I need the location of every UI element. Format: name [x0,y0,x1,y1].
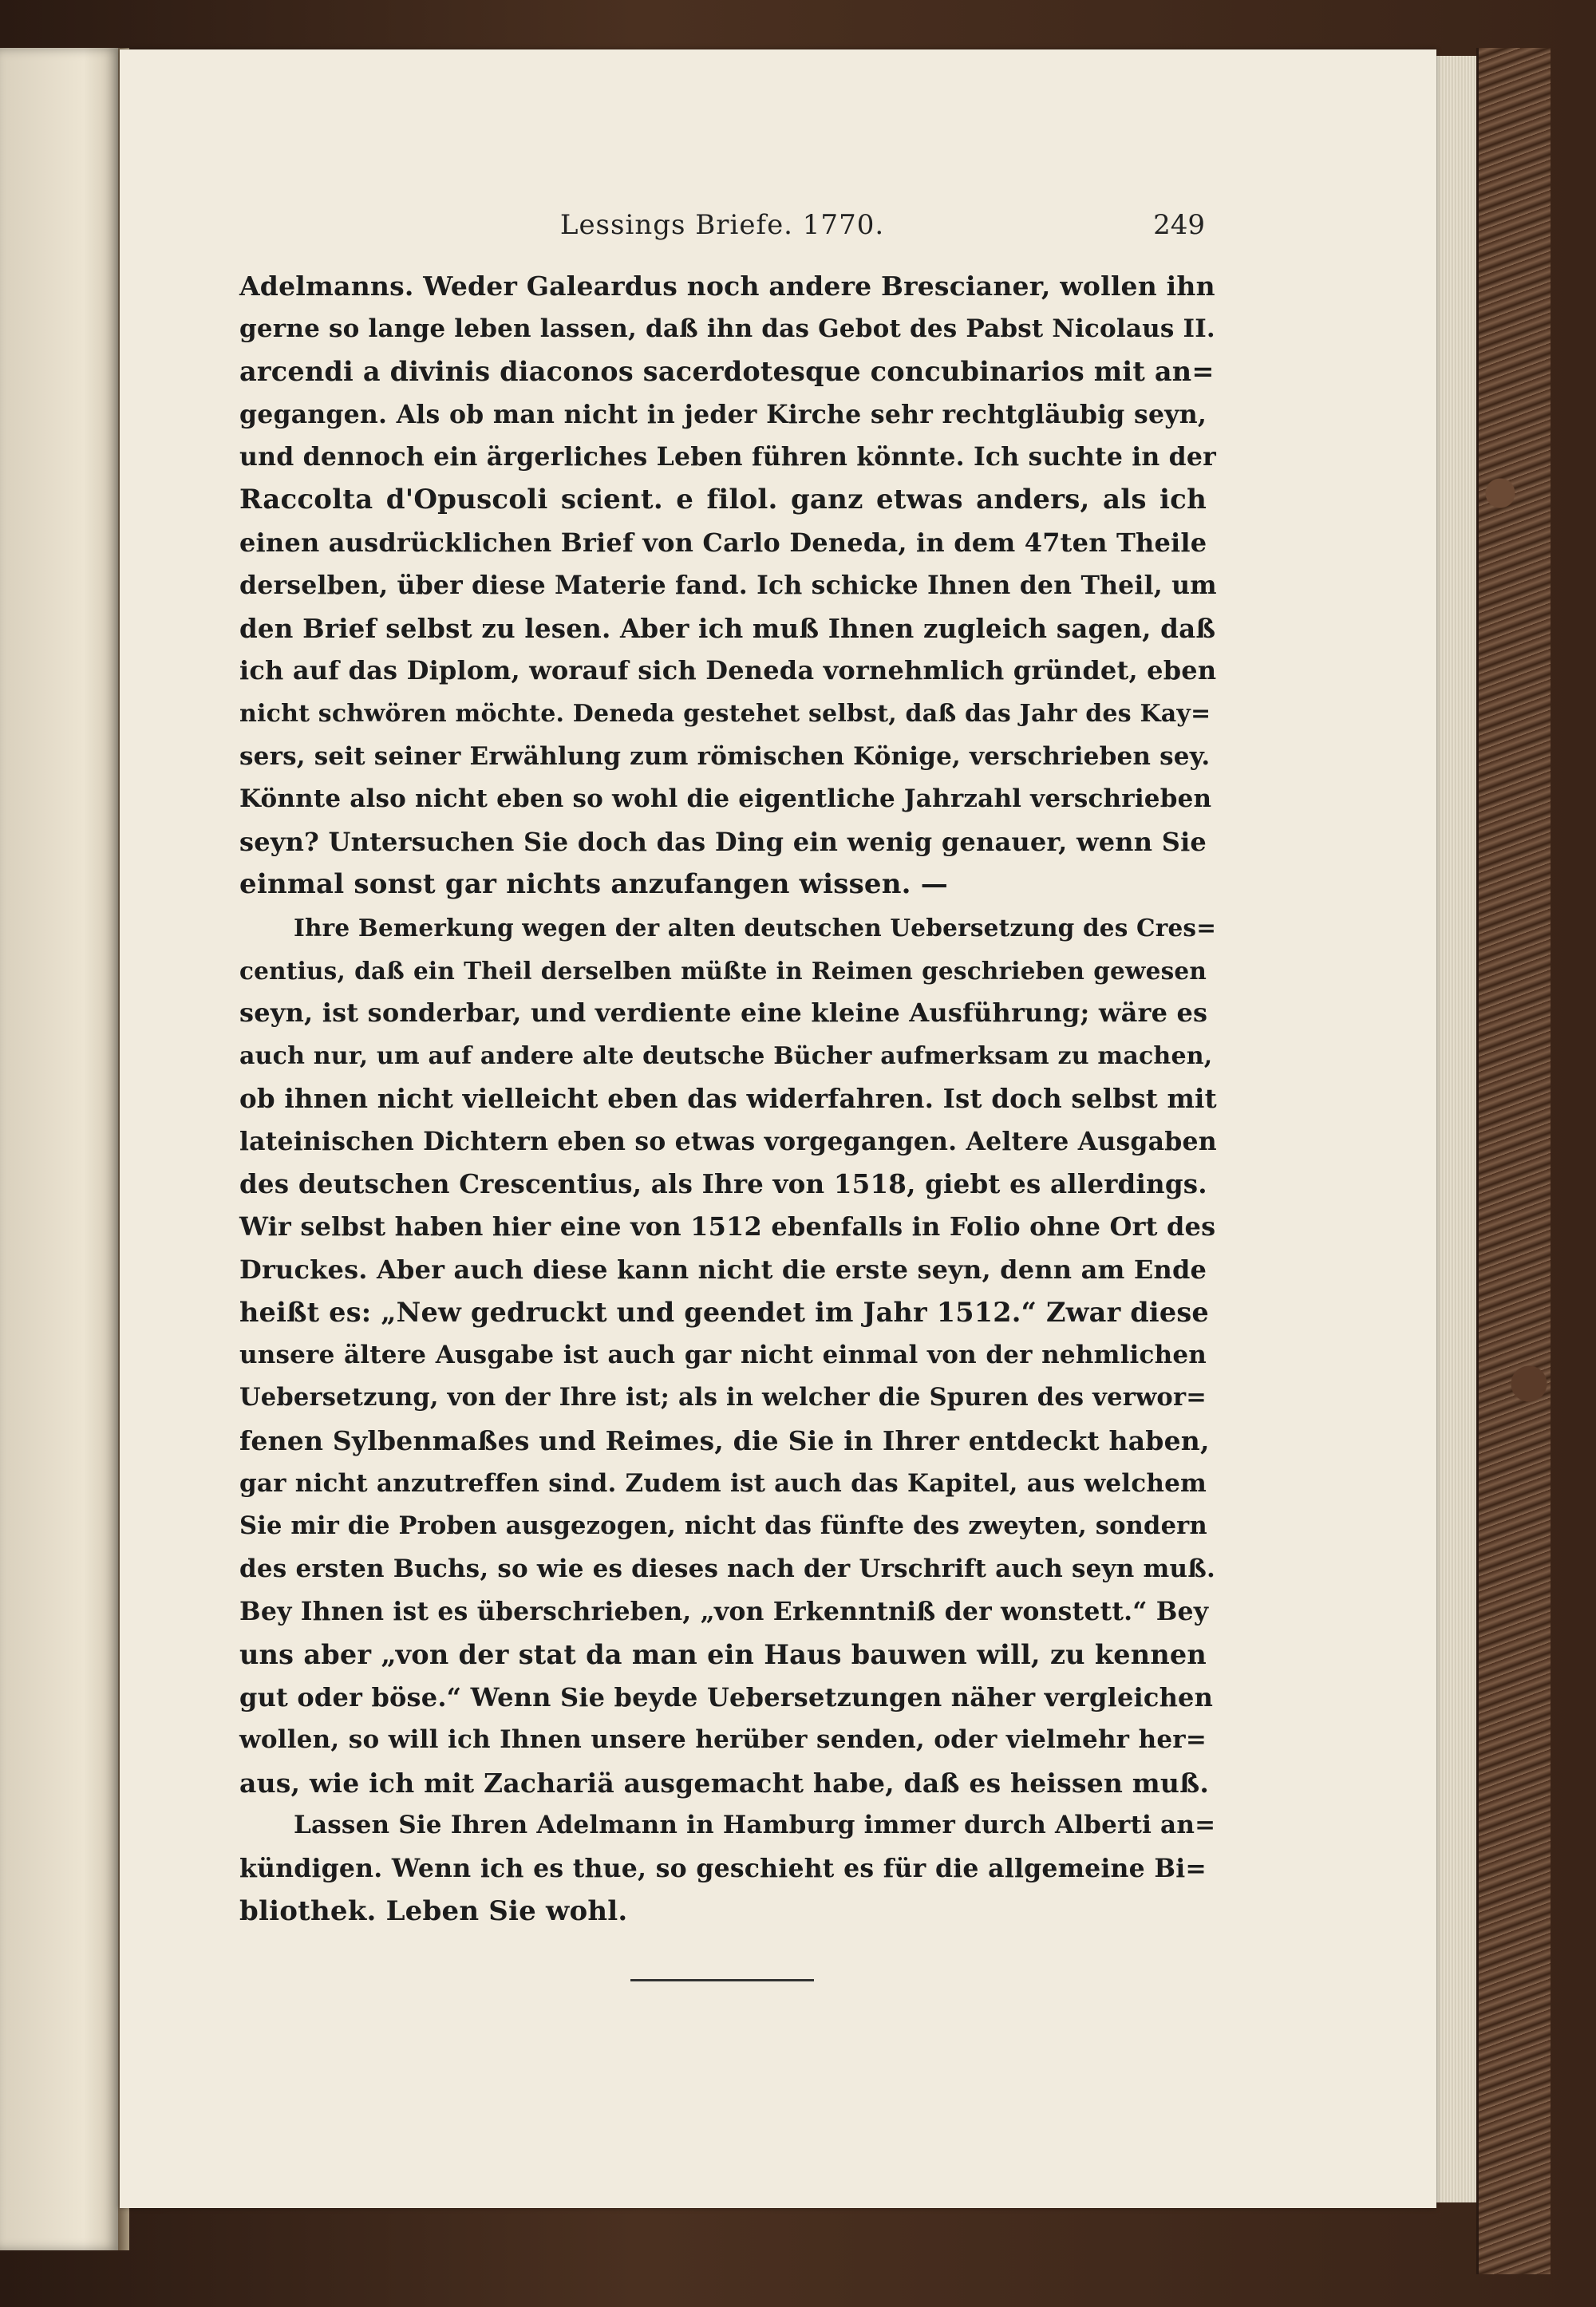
text-line: seyn, ist sonderbar, und verdiente eine kleine Ausführung; wäre es [239,997,1208,1029]
text-line: den Brief selbst zu lesen. Aber ich muß Ihnen zugleich sagen, daß [239,612,1216,644]
paragraph-start-line: Ihre Bemerkung wegen der alten deutschen Uebersetzung des Cres= [294,913,1217,942]
text-line: bliothek. Leben Sie wohl. [239,1894,628,1927]
text-line: arcendi a divinis diaconos sacerdotesque concubinarios mit an= [239,356,1215,388]
text-line: einmal sonst gar nichts anzufangen wissen. — [239,868,948,901]
text-line: fenen Sylbenmaßes und Reimes, die Sie in Ihrer entdeckt haben, [239,1425,1210,1457]
facing-page-edge [0,48,120,2250]
page-header [239,209,1205,247]
text-line: gar nicht anzutreffen sind. Zudem ist auch das Kapitel, aus welchem [239,1468,1207,1498]
running-title: Lessings Briefe. 1770. [559,209,885,241]
text-line: seyn? Untersuchen Sie doch das Ding ein wenig genauer, wenn Sie [239,826,1207,857]
text-line: wollen, so will ich Ihnen unsere herüber senden, oder vielmehr her= [239,1725,1207,1755]
marbled-cover [1476,48,1551,2274]
end-of-letter-rule [630,1979,814,1981]
text-line: lateinischen Dichtern eben so etwas vorgegangen. Aeltere Ausgaben [239,1126,1217,1156]
text-line: gegangen. Als ob man nicht in jeder Kirche sehr rechtgläubig seyn, [239,399,1207,429]
text-line: und dennoch ein ärgerliches Leben führen könnte. Ich suchte in der [239,442,1216,472]
text-line: heißt es: „New gedruckt und geendet im Jahr 1512.“ Zwar diese [239,1297,1209,1329]
text-line: aus, wie ich mit Zachariä ausgemacht habe, daß es heissen muß. [239,1767,1210,1799]
text-line: kündigen. Wenn ich es thue, so geschieht es für die allgemeine Bi= [239,1853,1207,1883]
text-line: derselben, über diese Materie fand. Ich schicke Ihnen den Theil, um [239,571,1217,601]
text-line: ob ihnen nicht vielleicht eben das widerfahren. Ist doch selbst mit [239,1083,1217,1115]
text-line: centius, daß ein Theil derselben müßte in Reimen geschrieben gewesen [239,956,1207,985]
page-number: 249 [1153,209,1205,241]
text-line: Raccolta d'Opuscoli scient. e filol. ganz etwas anders, als ich [239,483,1207,516]
text-line: sers, seit seiner Erwählung zum römischen Könige, verschrieben sey. [239,741,1211,771]
text-line: gut oder böse.“ Wenn Sie beyde Uebersetzungen näher vergleichen [239,1681,1214,1712]
text-line: Uebersetzung, von der Ihre ist; als in welcher die Spuren des verwor= [239,1383,1207,1412]
letter-text [239,265,1217,1933]
text-line: des deutschen Crescentius, als Ihre von 1518, giebt es allerdings. [239,1168,1207,1200]
text-line: einen ausdrücklichen Brief von Carlo Deneda, in dem 47ten Theile [239,527,1207,558]
text-line: uns aber „von der stat da man ein Haus bauwen will, zu kennen [239,1639,1207,1670]
text-line: ich auf das Diplom, worauf sich Deneda vornehmlich gründet, eben [239,655,1217,686]
text-line: Adelmanns. Weder Galeardus noch andere Brescianer, wollen ihn [239,271,1215,302]
text-line: auch nur, um auf andere alte deutsche Bücher aufmerksam zu machen, [239,1041,1213,1070]
paragraph-start-line: Lassen Sie Ihren Adelmann in Hamburg immer durch Alberti an= [294,1811,1216,1840]
text-line: Bey Ihnen ist es überschrieben, „von Erkenntniß der wonstett.“ Bey [239,1597,1209,1627]
text-line: unsere ältere Ausgabe ist auch gar nicht einmal von der nehmlichen [239,1340,1207,1369]
text-line: Könnte also nicht eben so wohl die eigentliche Jahrzahl verschrieben [239,784,1212,814]
text-line: Wir selbst haben hier eine von 1512 ebenfalls in Folio ohne Ort des [239,1211,1216,1242]
text-line: Druckes. Aber auch diese kann nicht die erste seyn, denn am Ende [239,1254,1207,1285]
text-line: gerne so lange leben lassen, daß ihn das Gebot des Pabst Nicolaus II. [239,314,1215,343]
text-line: des ersten Buchs, so wie es dieses nach der Urschrift auch seyn muß. [239,1554,1215,1583]
text-line: Sie mir die Proben ausgezogen, nicht das fünfte des zweyten, sondern [239,1511,1207,1541]
text-line: nicht schwören möchte. Deneda gestehet selbst, daß das Jahr des Kay= [239,699,1211,728]
